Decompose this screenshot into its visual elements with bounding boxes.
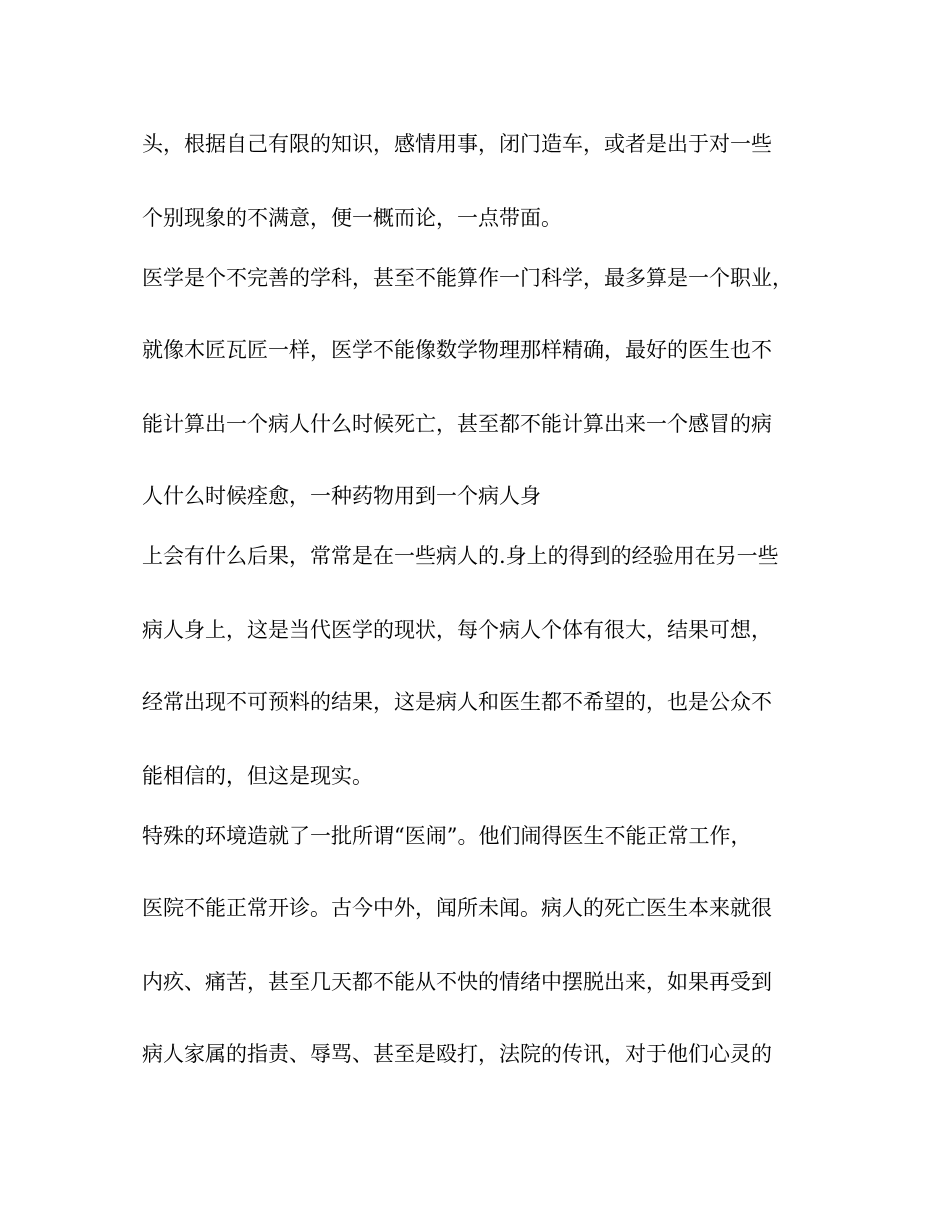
text-line: 头，根据自己有限的知识，感情用事，闭门造车，或者是出于对一些: [142, 132, 772, 156]
text-line: 人什么时候痊愈，一种药物用到一个病人身: [142, 484, 541, 508]
text-line: 内疚、痛苦，甚至几天都不能从不快的情绪中摆脱出来，如果再受到: [142, 970, 772, 994]
text-line: 医院不能正常开诊。古今中外，闻所未闻。病人的死亡医生本来就很: [142, 896, 772, 920]
text-line: 病人身上，这是当代医学的现状，每个病人个体有很大，结果可想，: [142, 618, 772, 642]
text-line: 就像木匠瓦匠一样，医学不能像数学物理那样精确，最好的医生也不: [142, 338, 772, 362]
text-line: 特殊的环境造就了一批所谓“医闹”。他们闹得医生不能正常工作，: [142, 824, 752, 848]
text-line: 医学是个不完善的学科，甚至不能算作一门科学，最多算是一个职业，: [142, 266, 793, 290]
text-line: 个别现象的不满意，便一概而论，一点带面。: [142, 206, 562, 230]
text-line: 病人家属的指责、辱骂、甚至是殴打，法院的传讯，对于他们心灵的: [142, 1042, 772, 1066]
text-line: 上会有什么后果，常常是在一些病人的.身上的得到的经验用在另一些: [142, 544, 779, 568]
text-line: 经常出现不可预料的结果，这是病人和医生都不希望的，也是公众不: [142, 690, 772, 714]
text-line: 能计算出一个病人什么时候死亡，甚至都不能计算出来一个感冒的病: [142, 412, 772, 436]
text-line: 能相信的，但这是现实。: [142, 764, 373, 788]
